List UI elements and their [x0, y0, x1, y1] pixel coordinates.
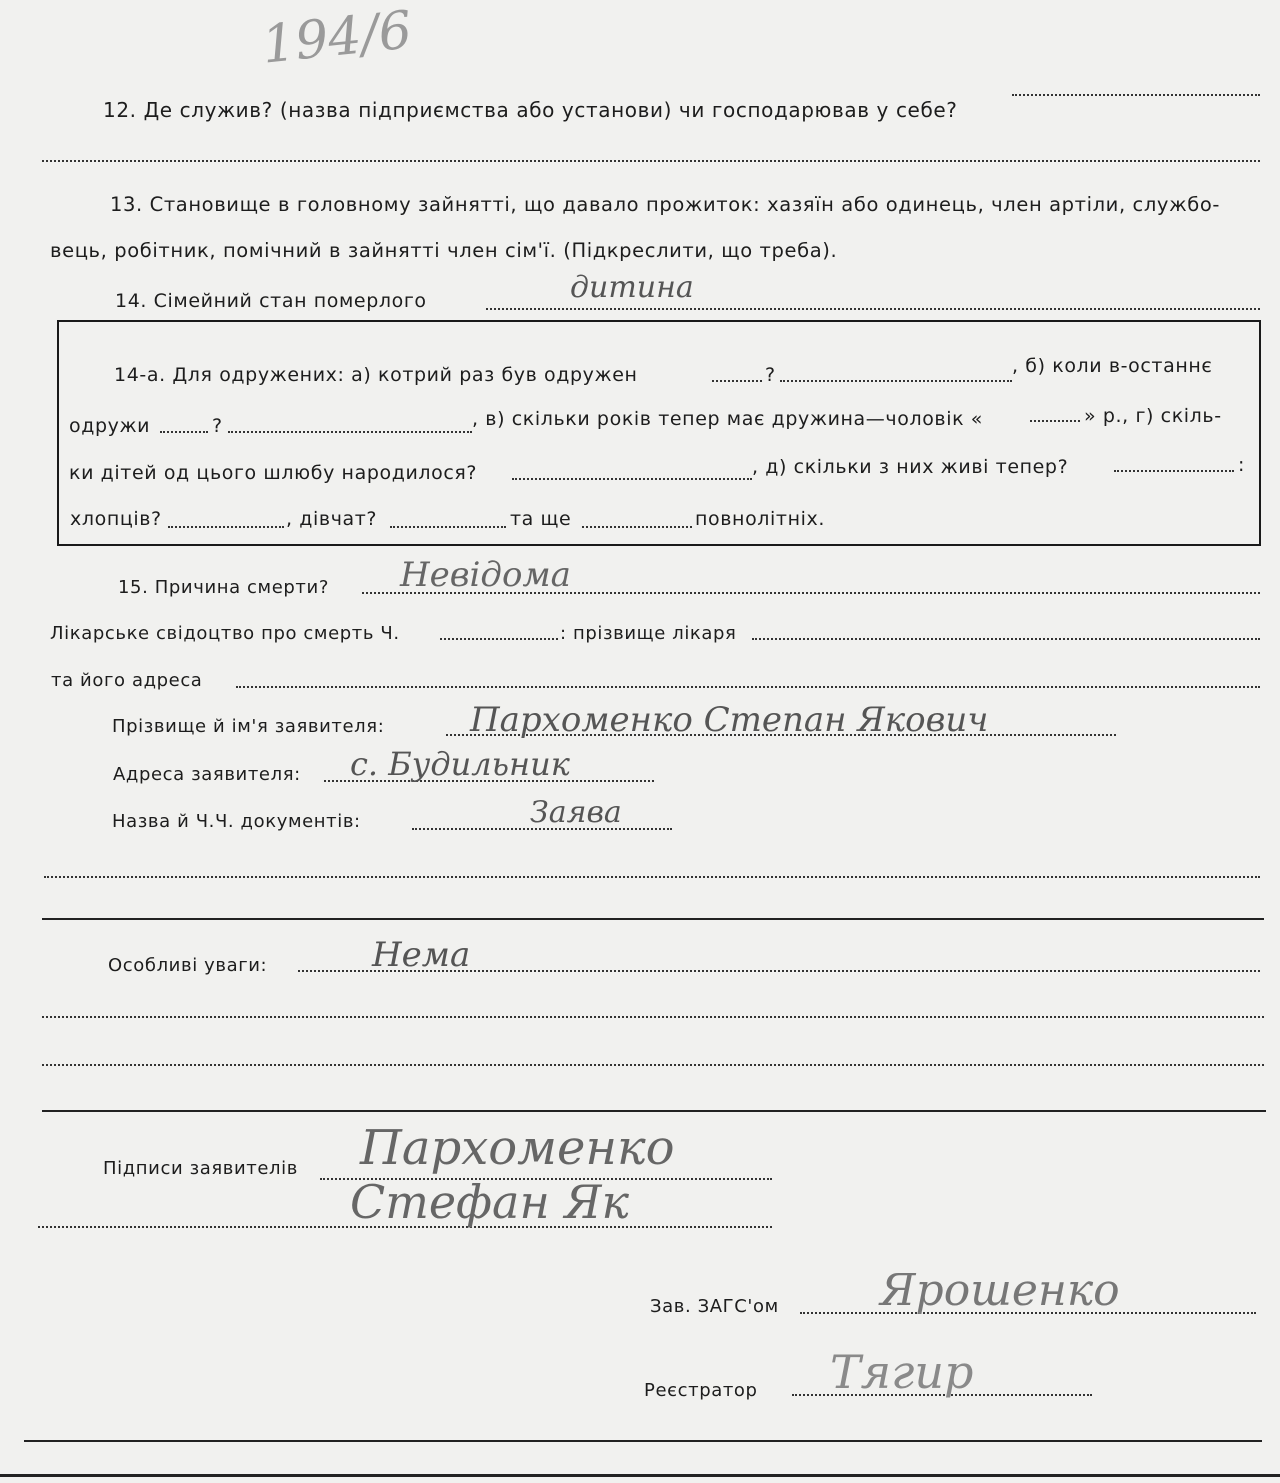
q14-answer-line — [486, 308, 1260, 310]
applicant-signature-1: Пархоменко — [360, 1120, 675, 1176]
bottom-rule-2 — [0, 1474, 1280, 1477]
q14a-text-8: ки дітей од цього шлюбу народилося? — [69, 462, 478, 484]
notes-label: Особливі уваги: — [108, 955, 268, 976]
registrar-label: Реєстратор — [644, 1380, 758, 1401]
bottom-rule — [24, 1440, 1262, 1442]
q14-label: 14. Сімейний стан померлого — [115, 290, 427, 312]
section-divider-1 — [42, 918, 1264, 920]
q14a-dots-5 — [1030, 420, 1080, 422]
married-section-box — [57, 320, 1261, 546]
notes-value: Нема — [372, 935, 471, 975]
documents-dots-2 — [44, 876, 1260, 878]
q14a-dots-3 — [160, 431, 208, 433]
q14a-text-9: , д) скільки з них живі тепер? — [752, 456, 1069, 478]
notes-dots-2 — [42, 1016, 1264, 1018]
registry-head-label: Зав. ЗАГС'ом — [650, 1296, 779, 1317]
q12-label: 12. Де служив? (назва підприємства або установи) чи господарював у себе? — [103, 98, 958, 122]
documents-label: Назва й Ч.Ч. документів: — [112, 811, 361, 832]
q13-line2: вець, робітник, помічний в зайнятті член сім'ї. (Підкреслити, що треба). — [50, 239, 838, 262]
doctor-certificate-label: Лікарське свідоцтво про смерть Ч. — [50, 623, 400, 644]
documents-value: Заява — [530, 795, 622, 830]
q15-label: 15. Причина смерти? — [118, 577, 329, 598]
q14a-text-1: 14-а. Для одружених: а) котрий раз був одружен — [114, 364, 638, 386]
q14a-text-3: , б) коли в-останнє — [1012, 355, 1213, 377]
q14a-text-13: та ще — [510, 508, 572, 530]
notes-dots-3 — [42, 1064, 1264, 1066]
q12-answer-line-2 — [42, 160, 1260, 162]
archive-number: 194/6 — [259, 0, 415, 76]
applicant-signature-2: Стефан Як — [350, 1175, 630, 1229]
q14-answer: дитина — [570, 270, 694, 305]
q12-answer-line — [1012, 94, 1260, 96]
applicant-address-label: Адреса заявителя: — [113, 764, 301, 785]
doctor-address-label: та його адреса — [51, 670, 203, 691]
signatures-label: Підписи заявителів — [103, 1158, 298, 1179]
q14a-text-14: повнолітніх. — [695, 508, 825, 530]
registry-head-signature: Ярошенко — [880, 1265, 1120, 1316]
q14a-dots-8 — [168, 526, 284, 528]
q14a-text-11: хлопців? — [70, 508, 162, 530]
registrar-signature: Тягир — [830, 1345, 974, 1399]
applicant-name-label: Прізвище й ім'я заявителя: — [112, 716, 385, 737]
q14a-text-5: ? — [212, 415, 223, 437]
q14a-text-10: : — [1238, 454, 1246, 476]
section-divider-2 — [42, 1110, 1266, 1112]
q14a-dots-9 — [390, 526, 506, 528]
q14a-dots-10 — [582, 526, 692, 528]
doctor-address-dots — [236, 686, 1260, 688]
q14a-dots-2 — [780, 380, 1012, 382]
q14a-dots-7 — [1114, 470, 1234, 472]
q14a-text-12: , дівчат? — [286, 508, 378, 530]
q14a-text-4: одружи — [69, 415, 151, 437]
q13-line1: 13. Становище в головному зайнятті, що давало прожиток: хазяїн або одинець, член артіли, службо- — [110, 193, 1221, 216]
q14a-text-6: , в) скільки років тепер має дружина—чоловік « — [472, 408, 984, 430]
doctor-surname-dots — [752, 638, 1260, 640]
applicant-name-value: Пархоменко Степан Якович — [470, 700, 989, 740]
applicant-address-value: с. Будильник — [350, 745, 570, 783]
q14a-dots-6 — [512, 478, 752, 480]
q14a-text-7: » р., г) скіль- — [1084, 405, 1222, 427]
doctor-surname-label: : прізвище лікаря — [560, 623, 737, 644]
q15-answer: Невідома — [400, 555, 571, 595]
q14a-text-2: ? — [765, 364, 776, 386]
q14a-dots-1 — [712, 380, 762, 382]
doctor-certificate-dots — [440, 638, 558, 640]
q14a-dots-4 — [228, 431, 472, 433]
